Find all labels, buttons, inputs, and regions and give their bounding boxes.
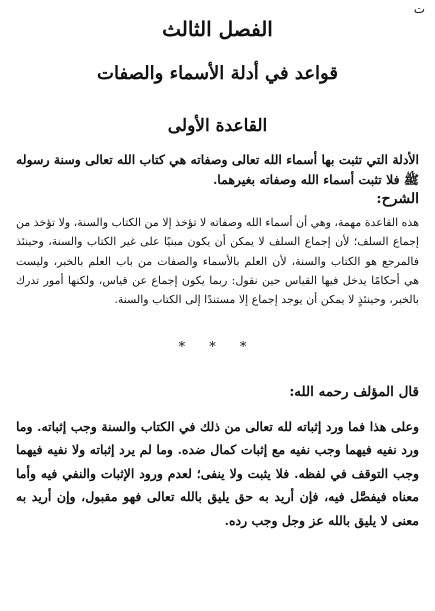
- page-marker: ت: [413, 2, 425, 16]
- author-heading: قال المؤلف رحمه الله:: [289, 384, 419, 400]
- rule-title: القاعدة الأولى: [167, 116, 268, 136]
- section-title: قواعد في أدلة الأسماء والصفات: [97, 63, 338, 84]
- chapter-title: الفصل الثالث: [162, 17, 273, 41]
- section-separator: * * *: [178, 340, 257, 355]
- author-text: وعلى هذا فما ورد إثباته لله تعالى من ذلك في الكتاب والسنة وجب إثباته. وما ورد نفيه فيهما وجب نفيه مع إثبات كمال ضده. وما لم يرد إثباته ولا نفيه فيهما وجب التوقف في لفظه. فلا يثبت ولا ينفى؛ لعدم ورود الإثبات والنفي فيه وأما معناه فيفصَّل فيه، فإن أريد به حق يليق بالله تعالى فهو مقبول، وإن أريد به معنى لا يليق بالله عز وجل وجب رده.: [16, 419, 419, 528]
- rule-text: الأدلة التي تثبت بها أسماء الله تعالى وصفاته هي كتاب الله تعالى وسنة رسوله ﷺ فلا تثبت أسماء الله وصفاته بغيرهما.: [16, 152, 419, 187]
- sharh-heading: الشرح:: [376, 191, 419, 207]
- sharh-text: هذه القاعدة مهمة، وهي أن أسماء الله وصفاته لا تؤخذ إلا من الكتاب والسنة، ولا تؤخذ من إجماع السلف؛ لأن إجماع السلف لا يمكن أن يكون مبنيًا على غير الكتاب والسنة، وحينئذ فالمرجع هو الكتاب والسنة، لأن العلم بالأسماء والصفات من باب العلم بالخبر، وليست هي أحكامًا يدخل فيها القياس حين نقول: ربما يكون إجماع عن قياس، ولكنها أمور تدرك بالخبر، وحينئذٍ لا يمكن أن يوجد إجماع إلا مستندًا إلى الكتاب والسنة.: [16, 216, 419, 307]
